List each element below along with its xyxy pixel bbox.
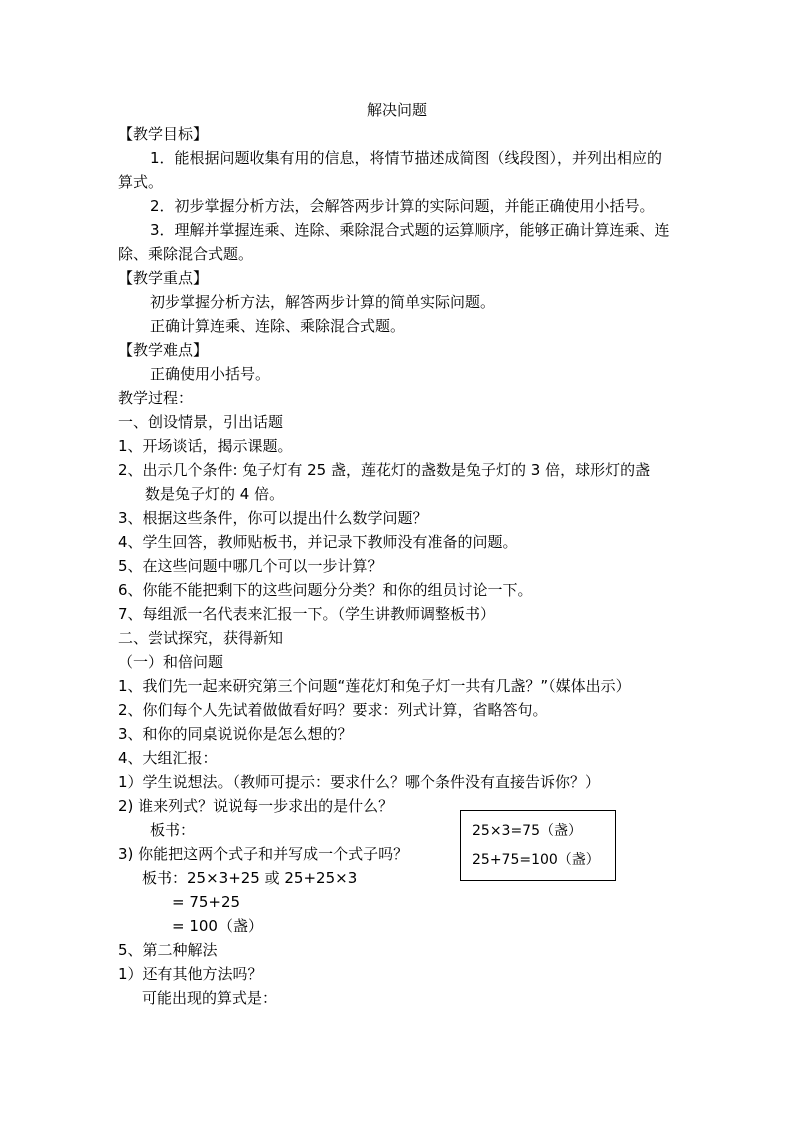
paragraph-line: 除、乘除混合式题。 — [118, 245, 254, 263]
paragraph-line: 教学过程： — [118, 389, 194, 407]
paragraph-line: 5、在这些问题中哪几个可以一步计算？ — [118, 557, 383, 575]
paragraph-line: 正确使用小括号。 — [150, 365, 271, 383]
board-line: 25×3=75（盏） — [472, 823, 582, 839]
paragraph-line: 1）学生说想法。（教师可提示：要求什么？哪个条件没有直接告诉你？） — [118, 773, 601, 791]
paragraph-line: 1）还有其他方法吗？ — [118, 965, 263, 983]
board-line: 25+75=100（盏） — [472, 852, 600, 868]
paragraph-line: 2．初步掌握分析方法，会解答两步计算的实际问题，并能正确使用小括号。 — [150, 197, 655, 215]
section-heading: 【教学目标】 — [118, 125, 209, 143]
paragraph-line: 5、第二种解法 — [118, 941, 218, 959]
paragraph-line: 1、开场谈话，揭示课题。 — [118, 437, 293, 455]
paragraph-line: 2、出示几个条件: 兔子灯有 25 盏，莲花灯的盏数是兔子灯的 3 倍，球形灯的盏 — [118, 461, 651, 479]
section-heading: 【教学重点】 — [118, 269, 209, 287]
paragraph-line: 6、你能不能把剩下的这些问题分分类？和你的组员讨论一下。 — [118, 581, 533, 599]
paragraph-line: 二、尝试探究，获得新知 — [118, 629, 284, 647]
paragraph-line: 1、我们先一起来研究第三个问题“莲花灯和兔子灯一共有几盏？”（媒体出示） — [118, 677, 631, 695]
paragraph-line: 3、根据这些条件，你可以提出什么数学问题？ — [118, 509, 428, 527]
paragraph-line: 2) 谁来列式？说说每一步求出的是什么？ — [118, 797, 394, 815]
paragraph-line: 一、创设情景，引出话题 — [118, 413, 284, 431]
section-heading: 【教学难点】 — [118, 341, 209, 359]
paragraph-line: 初步掌握分析方法，解答两步计算的简单实际问题。 — [150, 293, 496, 311]
paragraph-line: 3、和你的同桌说说你是怎么想的？ — [118, 725, 353, 743]
paragraph-line: 板书：25×3+25 或 25+25×3 — [142, 869, 358, 887]
board-box — [460, 810, 616, 881]
paragraph-line: 数是兔子灯的 4 倍。 — [145, 485, 285, 503]
paragraph-line: 3) 你能把这两个式子和并写成一个式子吗？ — [118, 845, 409, 863]
paragraph-line: 4、学生回答，教师贴板书，并记录下教师没有准备的问题。 — [118, 533, 518, 551]
paragraph-line: = 75+25 — [172, 893, 241, 911]
paragraph-line: 板书： — [150, 821, 196, 839]
paragraph-line: = 100（盏） — [172, 917, 263, 935]
paragraph-line: 4、大组汇报： — [118, 749, 218, 767]
page-title: 解决问题 — [366, 101, 427, 119]
paragraph-line: 可能出现的算式是： — [142, 989, 278, 1007]
paragraph-line: 3．理解并掌握连乘、连除、乘除混合式题的运算顺序，能够正确计算连乘、连 — [150, 221, 670, 239]
paragraph-line: 2、你们每个人先试着做做看好吗？要求：列式计算，省略答句。 — [118, 701, 548, 719]
paragraph-line: （一）和倍问题 — [118, 653, 224, 671]
paragraph-line: 7、每组派一名代表来汇报一下。（学生讲教师调整板书） — [118, 605, 496, 623]
paragraph-line: 正确计算连乘、连除、乘除混合式题。 — [150, 317, 406, 335]
paragraph-line: 1．能根据问题收集有用的信息，将情节描述成简图（线段图），并列出相应的 — [150, 149, 663, 167]
paragraph-line: 算式。 — [118, 173, 164, 191]
